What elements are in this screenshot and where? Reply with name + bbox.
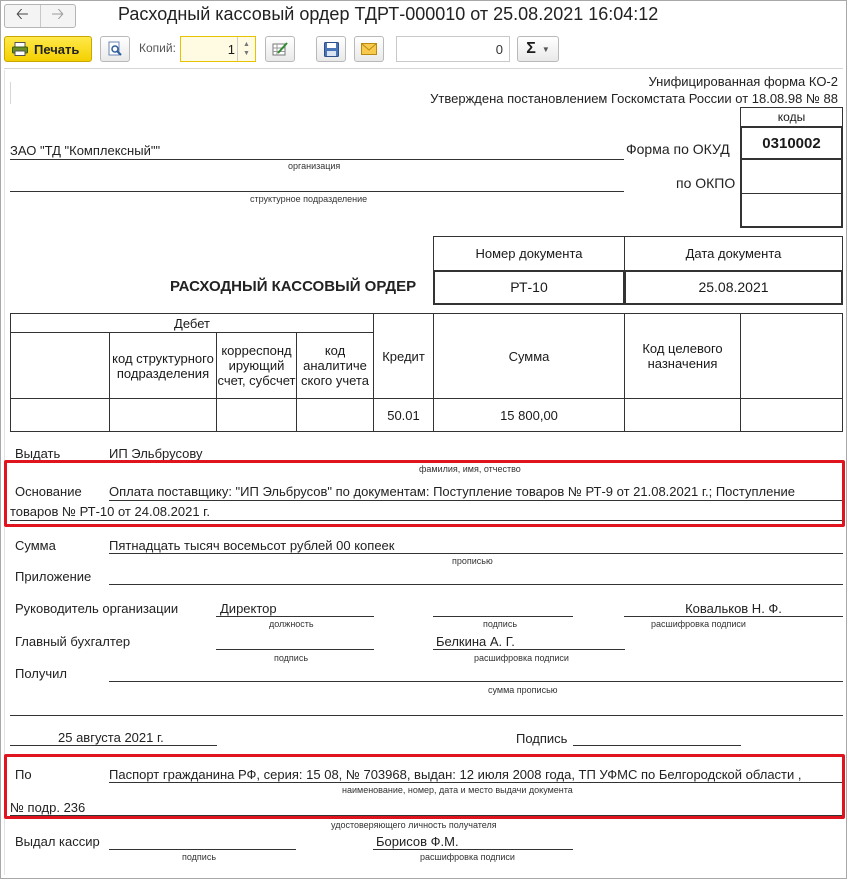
back-arrow-icon[interactable]: 🡠 <box>15 5 29 23</box>
edit-table-icon <box>272 41 288 57</box>
col-purpose-header: Код целевого назначения <box>624 313 741 399</box>
basis-label: Основание <box>15 484 82 499</box>
head-signature-line <box>433 601 573 617</box>
passport-line1: Паспорт гражданина РФ, серия: 15 08, № 703968, выдан: 12 июля 2008 года, ТП УФМС по Белгородской области , <box>109 767 843 783</box>
organization-caption: организация <box>288 161 341 171</box>
doc-number: РТ-10 <box>433 270 625 305</box>
form-header-line1: Унифицированная форма КО-2 <box>648 74 838 89</box>
received-signature-line <box>573 730 741 746</box>
position-caption: должность <box>269 619 314 629</box>
sum-words-caption: сумма прописью <box>488 685 558 695</box>
okud-label: Форма по ОКУД <box>626 141 730 157</box>
debet-empty-header <box>10 332 110 399</box>
toolbar-divider <box>4 68 843 69</box>
head-label: Руководитель организации <box>15 601 179 616</box>
row-cell <box>10 398 110 432</box>
received-label: Получил <box>15 666 67 681</box>
window-title: Расходный кассовый ордер ТДРТ-000010 от 25.08.2021 16:04:12 <box>118 4 659 24</box>
debet-header: Дебет <box>10 313 374 333</box>
chevron-down-icon: ▼ <box>541 44 550 54</box>
okpo-code <box>740 158 843 194</box>
subdivision-caption: структурное подразделение <box>250 194 368 204</box>
cashier-name: Борисов Ф.М. <box>373 834 573 850</box>
row-cell <box>296 398 374 432</box>
received-line <box>109 666 843 682</box>
sum-field[interactable]: 0 <box>396 36 510 62</box>
basis-highlight <box>4 460 845 527</box>
accountant-signature-caption: подпись <box>274 653 309 663</box>
accountant-decode-caption: расшифровка подписи <box>474 653 569 663</box>
issue-caption: фамилия, имя, отчество <box>419 464 521 474</box>
attachment-line <box>109 569 843 585</box>
passport-caption: наименование, номер, дата и место выдачи документа <box>342 785 573 795</box>
row-cell <box>109 398 217 432</box>
printer-icon <box>12 42 28 56</box>
passport-highlight <box>4 754 845 819</box>
copies-spinner[interactable] <box>237 37 255 61</box>
head-signature-caption: подпись <box>483 619 518 629</box>
copies-value[interactable]: 1 <box>227 41 235 57</box>
date-value: 25 августа 2021 г. <box>10 730 217 746</box>
head-position: Директор <box>216 601 374 617</box>
signature-label: Подпись <box>516 731 568 746</box>
col-corr-header: корреспонд ирующий счет, субсчет <box>216 332 297 399</box>
sum-value: 15 800,00 <box>433 398 625 432</box>
row-cell <box>624 398 741 432</box>
envelope-icon <box>361 43 377 55</box>
accountant-signature-line <box>216 634 374 650</box>
col-extra-header <box>740 313 843 399</box>
amount-label: Сумма <box>15 538 56 553</box>
head-name: Ковальков Н. Ф. <box>624 601 843 617</box>
copies-input[interactable] <box>180 36 256 62</box>
col-credit-header: Кредит <box>373 313 434 399</box>
okud-code: 0310002 <box>740 126 843 160</box>
col-subdivision-header: код структурного подразделения <box>109 332 217 399</box>
print-button-label: Печать <box>34 41 80 57</box>
send-email-button[interactable] <box>354 36 384 62</box>
passport-line2: № подр. 236 <box>10 800 843 816</box>
cashier-signature-line <box>109 834 296 850</box>
received-line2 <box>10 700 843 716</box>
codes-header: коды <box>740 107 843 127</box>
subdivision-line <box>10 176 624 192</box>
credit-value: 50.01 <box>373 398 434 432</box>
attachment-label: Приложение <box>15 569 92 584</box>
doc-date-header: Дата документа <box>624 236 843 271</box>
spin-down-icon[interactable]: ▼ <box>243 50 250 57</box>
sum-dropdown-button[interactable] <box>517 36 559 62</box>
row-cell <box>740 398 843 432</box>
by-label: По <box>15 767 32 782</box>
issue-label: Выдать <box>15 446 61 461</box>
copies-label: Копий: <box>139 41 176 55</box>
magnifier-document-icon <box>107 41 123 57</box>
spin-up-icon[interactable]: ▲ <box>243 41 250 48</box>
accountant-label: Главный бухгалтер <box>15 634 131 649</box>
form-header-line2: Утверждена постановлением Госкомстата России от 18.08.98 № 88 <box>430 91 838 106</box>
row-cell <box>216 398 297 432</box>
navigation-buttons <box>4 4 76 28</box>
head-decode-caption: расшифровка подписи <box>651 619 746 629</box>
cashier-decode-caption: расшифровка подписи <box>420 852 515 862</box>
basis-line1: Оплата поставщику: "ИП Эльбрусов" по документам: Поступление товаров № РТ-9 от 21.08.2021 г.; Поступление <box>109 484 843 501</box>
amount-caption: прописью <box>452 556 493 566</box>
col-analytic-header: код аналитиче ского учета <box>296 332 374 399</box>
print-button[interactable] <box>4 36 92 62</box>
doc-title: РАСХОДНЫЙ КАССОВЫЙ ОРДЕР <box>170 278 417 295</box>
preview-button[interactable] <box>100 36 130 62</box>
doc-margin-marker <box>10 82 11 104</box>
issue-value: ИП Эльбрусову <box>109 446 843 462</box>
edit-button[interactable] <box>265 36 295 62</box>
cashier-signature-caption: подпись <box>182 852 217 862</box>
cashier-label: Выдал кассир <box>15 834 100 849</box>
col-sum-header: Сумма <box>433 313 625 399</box>
basis-line2: товаров № РТ-10 от 24.08.2021 г. <box>10 504 843 521</box>
doc-number-header: Номер документа <box>433 236 625 271</box>
identity-caption: удостоверяющего личность получателя <box>331 820 497 830</box>
forward-arrow-icon[interactable]: 🡢 <box>40 5 76 27</box>
amount-value: Пятнадцать тысяч восемьсот рублей 00 копеек <box>109 538 843 554</box>
floppy-disk-icon <box>324 42 339 57</box>
save-button[interactable] <box>316 36 346 62</box>
doc-date: 25.08.2021 <box>624 270 843 305</box>
accountant-name: Белкина А. Г. <box>433 634 625 650</box>
okpo-label: по ОКПО <box>676 175 736 191</box>
organization-name: ЗАО "ТД "Комплексный"" <box>10 143 624 160</box>
sigma-icon: Σ <box>526 40 536 57</box>
